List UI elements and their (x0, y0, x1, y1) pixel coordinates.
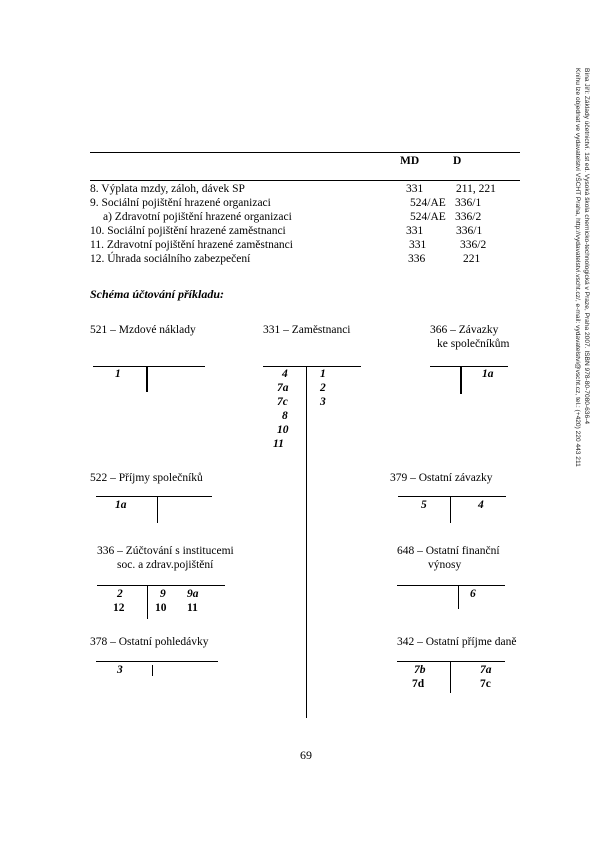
col-md-header: MD (400, 155, 420, 167)
row-md: 524/AE (410, 211, 446, 223)
account-331-md-entry: 4 (282, 368, 288, 380)
account-342-md-entry: 7b (414, 664, 426, 676)
row-d: 221 (463, 253, 481, 265)
table-row: 9. Sociální pojištění hrazené organizaci (90, 197, 271, 209)
account-379-md-entry: 5 (421, 499, 427, 511)
account-336-md-entry: 2 (117, 588, 123, 600)
col-d-header: D (453, 155, 462, 167)
row-md: 336 (408, 253, 426, 265)
account-342-divider (450, 661, 451, 693)
table-row: 12. Úhrada sociálního zabezpečení (90, 253, 251, 265)
account-521-divider (146, 366, 148, 392)
side-citation-line2: Knihu lze objednat ve vydavatelství VŠCHT Praha, http://vydavatelstvi.vscht.cz/, e-mail: vydavatelstvi@vscht.cz, tel.: (+420) 220 443 211 (574, 68, 581, 467)
account-342-title: 342 – Ostatní příjme daně (397, 636, 517, 648)
account-336-md-entry: 12 (113, 602, 125, 614)
account-648-title-cont: výnosy (428, 559, 462, 571)
account-522-md-entry: 1a (115, 499, 127, 511)
row-d: 336/1 (456, 225, 483, 237)
table-top-rule (90, 152, 520, 153)
account-342-d-entry: 7c (480, 678, 491, 690)
table-row: a) Zdravotní pojištění hrazené organizaci (103, 211, 292, 223)
account-648-d-entry: 6 (470, 588, 476, 600)
account-379-divider (450, 496, 451, 523)
table-header-rule (90, 180, 520, 181)
row-d: 336/2 (460, 239, 487, 251)
account-648-rule (397, 585, 505, 586)
account-378-title: 378 – Ostatní pohledávky (90, 636, 209, 648)
account-331-d-entry: 3 (320, 396, 326, 408)
account-342-md-entry: 7d (412, 678, 425, 690)
account-342-d-entry: 7a (480, 664, 492, 676)
account-336-d-entry: 9 (160, 588, 166, 600)
account-331-md-entry: 7a (277, 382, 289, 394)
account-331-d-entry: 1 (320, 368, 326, 380)
account-336-divider (147, 585, 148, 619)
account-378-md-entry: 3 (117, 664, 123, 676)
account-331-md-entry: 11 (273, 438, 284, 450)
account-366-title: 366 – Závazky (430, 324, 499, 336)
account-336-d-entry: 11 (187, 602, 198, 614)
account-366-title-cont: ke společníkům (437, 338, 510, 350)
page-number: 69 (300, 748, 312, 762)
account-336-d-entry: 10 (155, 602, 167, 614)
account-366-divider (460, 366, 462, 394)
account-331-d-entry: 2 (320, 382, 326, 394)
account-342-rule (397, 661, 505, 662)
account-331-md-entry: 8 (282, 410, 288, 422)
account-379-title: 379 – Ostatní závazky (390, 472, 493, 484)
row-d: 336/2 (455, 211, 482, 223)
row-md: 331 (406, 225, 424, 237)
row-md: 331 (406, 183, 424, 195)
account-648-title: 648 – Ostatní finanční (397, 545, 500, 557)
account-336-rule (97, 585, 225, 586)
account-522-divider (157, 496, 158, 523)
row-d: 211, 221 (456, 183, 496, 195)
row-md: 524/AE (410, 197, 446, 209)
account-331-divider (306, 366, 307, 718)
row-md: 331 (409, 239, 427, 251)
account-336-title: 336 – Zúčtování s institucemi (97, 545, 234, 557)
account-331-rule (263, 366, 361, 367)
account-521-rule (93, 366, 205, 367)
table-row: 10. Sociální pojištění hrazené zaměstnanci (90, 225, 286, 237)
account-648-divider (458, 585, 459, 609)
account-336-title-cont: soc. a zdrav.pojištění (117, 559, 214, 571)
account-522-rule (96, 496, 212, 497)
account-378-divider (152, 665, 153, 676)
account-521-md-entry: 1 (115, 368, 121, 380)
account-379-rule (398, 496, 506, 497)
account-378-rule (96, 661, 218, 662)
account-521-title: 521 – Mzdové náklady (90, 324, 196, 336)
side-citation-line1: Bína Jiří: Základy účetnictví. 1st ed. Vysoká škola chemicko-technologická v Praze, Praha 2007. ISBN 978-80-7080-636-4 (583, 68, 590, 425)
account-379-d-entry: 4 (478, 499, 484, 511)
account-331-md-entry: 10 (277, 424, 289, 436)
account-336-d-entry: 9a (187, 588, 199, 600)
table-row: 11. Zdravotní pojištění hrazené zaměstnanci (90, 239, 293, 251)
schema-title: Schéma účtování příkladu: (90, 287, 225, 301)
account-366-d-entry: 1a (482, 368, 494, 380)
account-331-title: 331 – Zaměstnanci (263, 324, 351, 336)
row-d: 336/1 (455, 197, 482, 209)
table-row: 8. Výplata mzdy, záloh, dávek SP (90, 183, 245, 195)
side-citation (563, 68, 600, 768)
account-331-md-entry: 7c (277, 396, 288, 408)
account-522-title: 522 – Příjmy společníků (90, 472, 203, 484)
account-366-rule (430, 366, 508, 367)
